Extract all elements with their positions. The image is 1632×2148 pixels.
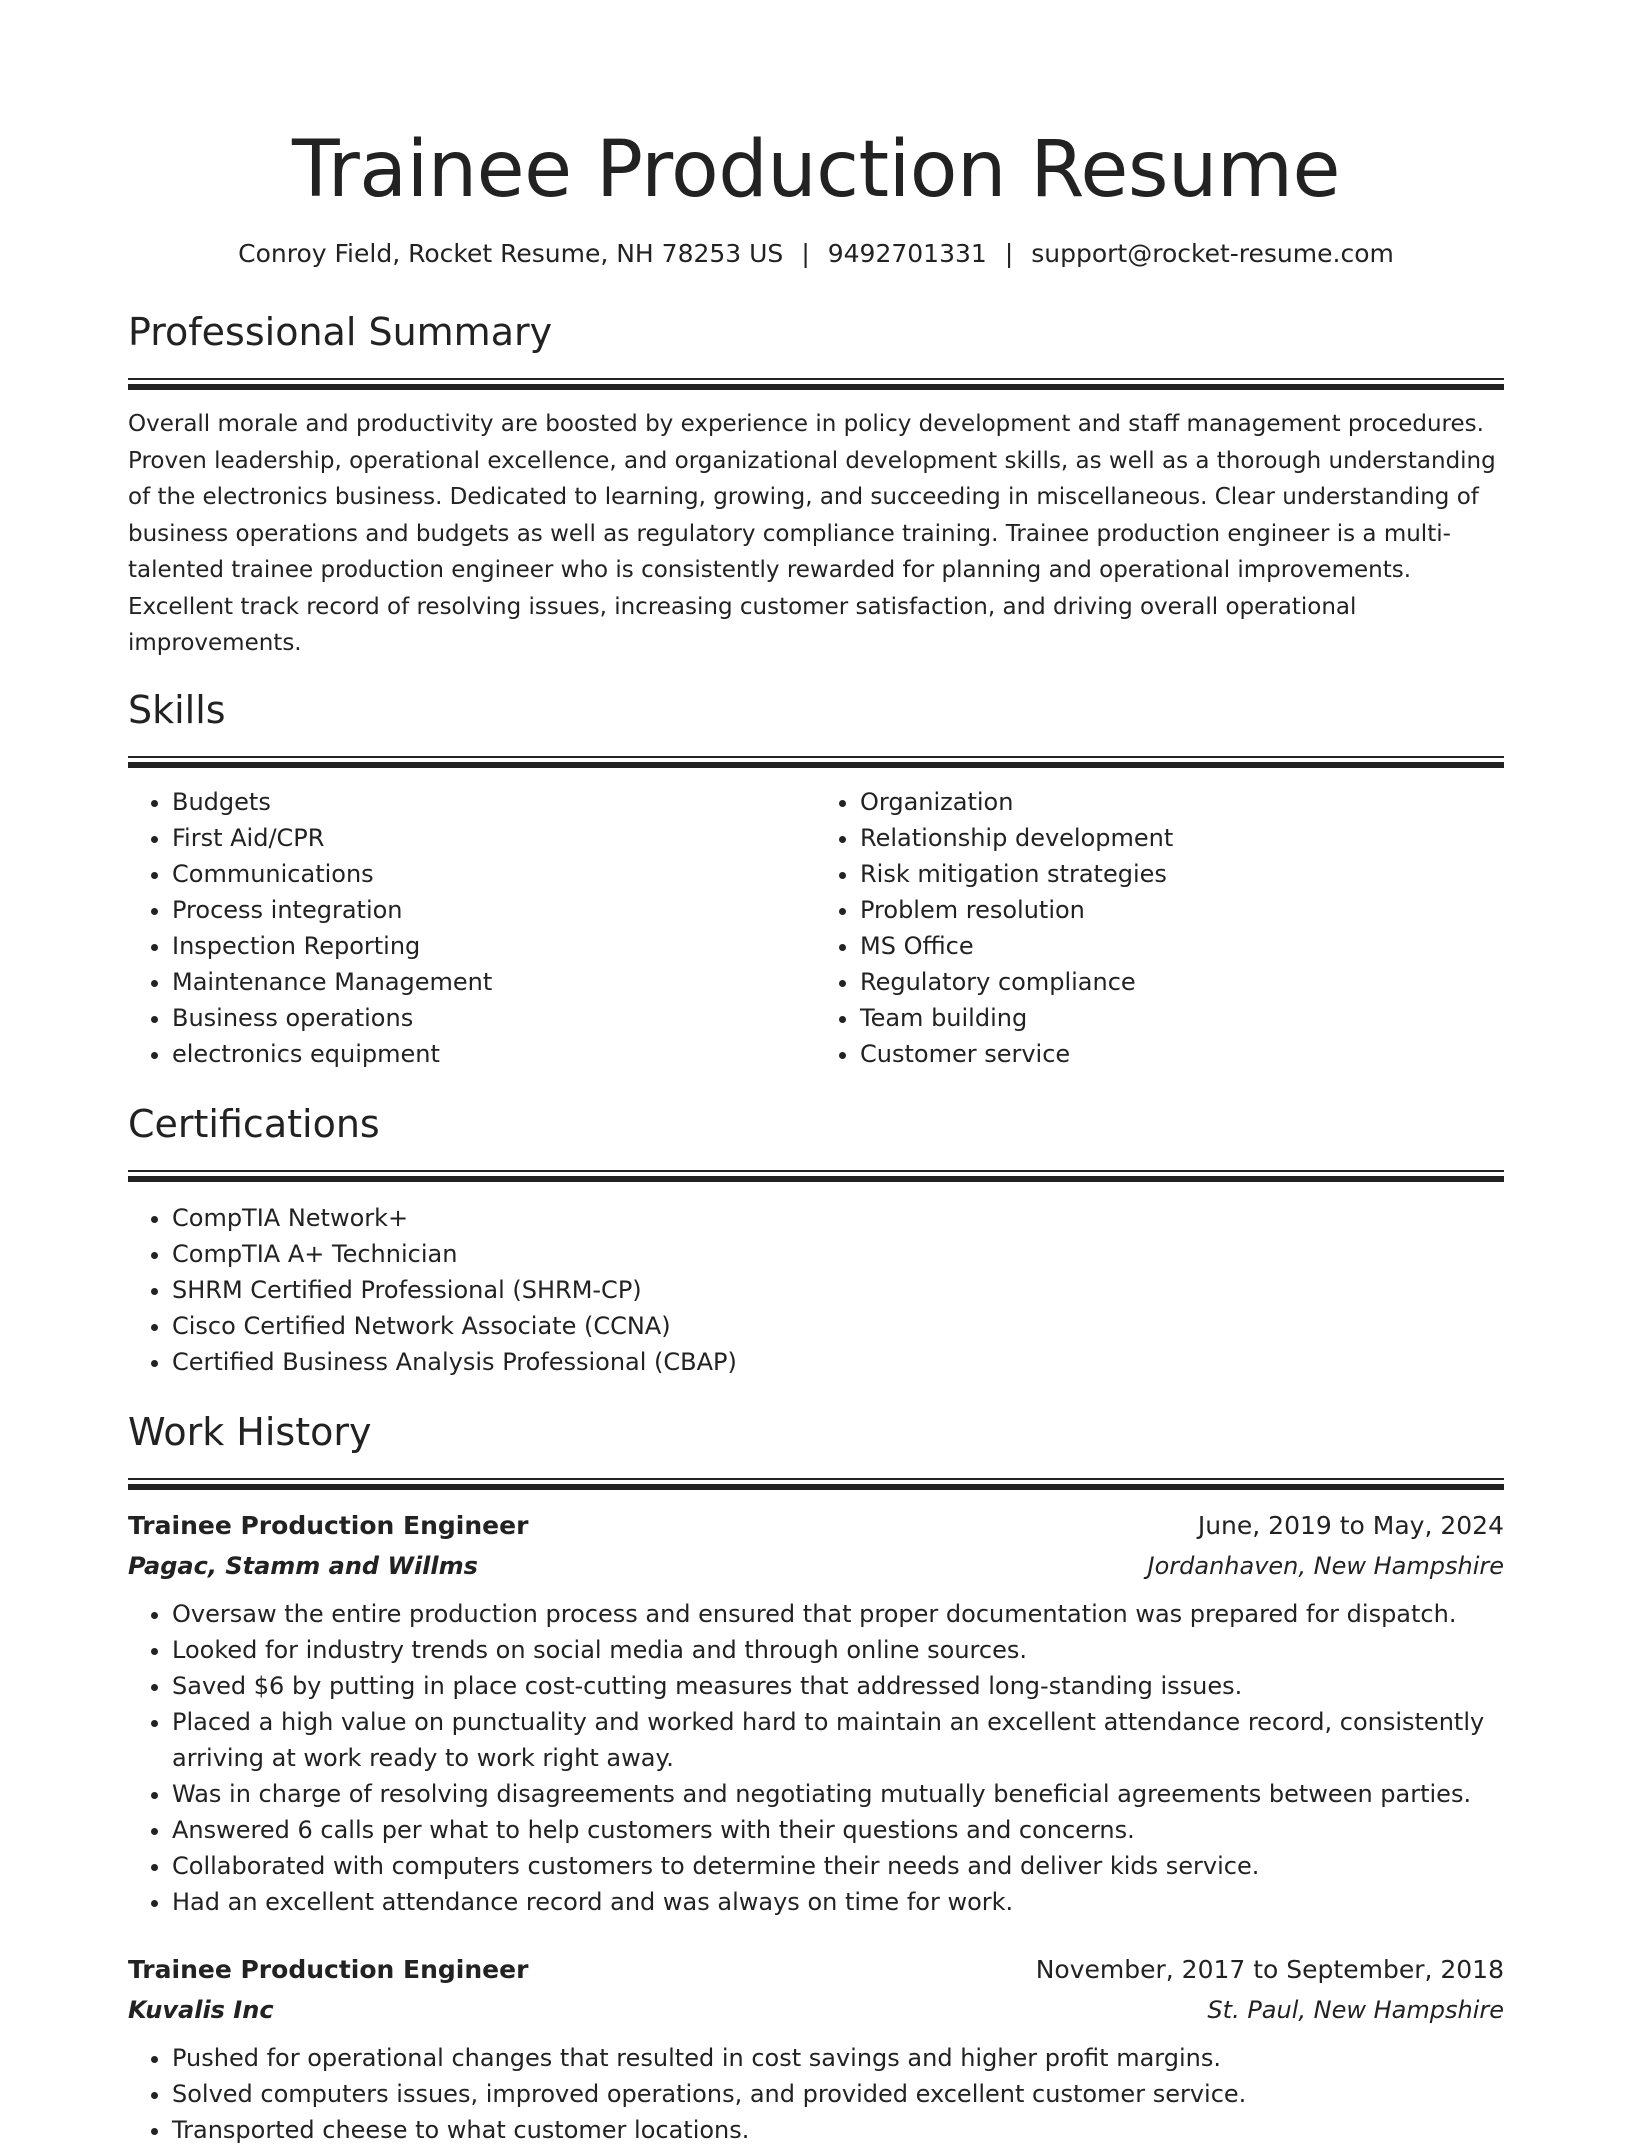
contact-separator: | — [801, 239, 810, 268]
skill-item: • Communications — [172, 856, 816, 892]
contact-phone: 9492701331 — [827, 239, 987, 268]
duty-item: • Oversaw the entire production process and ensured that proper documentation was prepared for dispatch. — [172, 1596, 1504, 1632]
skill-item: • Business operations — [172, 1000, 816, 1036]
page-title: Trainee Production Resume — [292, 125, 1340, 215]
skill-item: • MS Office — [860, 928, 1504, 964]
job-subheader — [128, 1990, 1504, 2030]
contact-line — [128, 238, 1504, 270]
job-header — [128, 1950, 1504, 1990]
job-dates: June, 2019 to May, 2024 — [1197, 1510, 1504, 1540]
skill-item: • Budgets — [172, 784, 816, 820]
company-name: Kuvalis Inc — [128, 1995, 274, 2024]
skills-list-left — [128, 784, 816, 1072]
certifications-section — [128, 1100, 1504, 1380]
skill-item: • Organization — [860, 784, 1504, 820]
job-location: St. Paul, New Hampshire — [1207, 1995, 1504, 2024]
skill-item: • Inspection Reporting — [172, 928, 816, 964]
duty-item: • Answered 6 calls per what to help customers with their questions and concerns. — [172, 1812, 1504, 1848]
summary-section — [128, 308, 1504, 662]
job-title: Trainee Production Engineer — [128, 1510, 529, 1540]
skills-columns — [128, 784, 1504, 1072]
duty-item: • Transported cheese to what customer locations. — [172, 2112, 1504, 2148]
duty-item: • Solved computers issues, improved operations, and provided excellent customer service. — [172, 2076, 1504, 2112]
skill-item: • Customer service — [860, 1036, 1504, 1072]
section-divider — [128, 1170, 1504, 1182]
skill-item: • Team building — [860, 1000, 1504, 1036]
certification-item: • Cisco Certified Network Associate (CCNA) — [172, 1308, 1504, 1344]
skills-heading: Skills — [128, 687, 226, 732]
duty-item: • Was in charge of resolving disagreements and negotiating mutually beneficial agreements between parties. — [172, 1776, 1504, 1812]
certification-item: • CompTIA A+ Technician — [172, 1236, 1504, 1272]
certification-item: • SHRM Certified Professional (SHRM-CP) — [172, 1272, 1504, 1308]
job-header — [128, 1506, 1504, 1546]
certification-item: • Certified Business Analysis Professional (CBAP) — [172, 1344, 1504, 1380]
summary-heading: Professional Summary — [128, 310, 553, 354]
summary-text: Overall morale and productivity are boosted by experience in policy development and staff management procedures. Proven leadership, operational excellence, and organizational development skills, as well as a thorough understanding of the electronics business. Dedicated to learning, growing, and succeeding in miscellaneous. Clear understanding of business operations and budgets as well as regulatory compliance training. Trainee production engineer is a multi-talented trainee production engineer who is consistently rewarded for planning and operational improvements. Excellent track record of resolving issues, increasing customer satisfaction, and driving overall operational improvements. — [128, 411, 1496, 656]
skills-section — [128, 686, 1504, 1072]
job-location: Jordanhaven, New Hampshire — [1147, 1551, 1504, 1580]
job-duties — [128, 2040, 1504, 2148]
skill-item: • First Aid/CPR — [172, 820, 816, 856]
skills-list-right — [816, 784, 1504, 1072]
section-divider — [128, 1478, 1504, 1490]
certifications-heading: Certifications — [128, 1101, 380, 1146]
work-history-heading: Work History — [128, 1409, 372, 1454]
section-divider — [128, 378, 1504, 390]
duty-item: • Placed a high value on punctuality and worked hard to maintain an excellent attendance record, consistently arriving at work ready to work right away. — [172, 1704, 1504, 1776]
job-duties — [128, 1596, 1504, 1920]
duty-item: • Had an excellent attendance record and was always on time for work. — [172, 1884, 1504, 1920]
job-subheader — [128, 1546, 1504, 1586]
contact-separator: | — [1004, 239, 1014, 268]
certification-item: • CompTIA Network+ — [172, 1200, 1504, 1236]
contact-email: support@rocket-resume.com — [1031, 239, 1394, 268]
duty-item: • Pushed for operational changes that resulted in cost savings and higher profit margins. — [172, 2040, 1504, 2076]
skill-item: • electronics equipment — [172, 1036, 816, 1072]
skill-item: • Problem resolution — [860, 892, 1504, 928]
certifications-list — [128, 1200, 1504, 1380]
skill-item: • Process integration — [172, 892, 816, 928]
contact-address: Conroy Field, Rocket Resume, NH 78253 US — [238, 239, 784, 268]
job-entry — [128, 1950, 1504, 2148]
job-entry — [128, 1506, 1504, 1920]
skill-item: • Maintenance Management — [172, 964, 816, 1000]
skill-item: • Regulatory compliance — [860, 964, 1504, 1000]
duty-item: • Looked for industry trends on social media and through online sources. — [172, 1632, 1504, 1668]
skill-item: • Relationship development — [860, 820, 1504, 856]
work-history-section — [128, 1408, 1504, 2148]
duty-item: • Collaborated with computers customers to determine their needs and deliver kids service. — [172, 1848, 1504, 1884]
company-name: Pagac, Stamm and Willms — [128, 1551, 478, 1580]
duty-item: • Saved $6 by putting in place cost-cutting measures that addressed long-standing issues. — [172, 1668, 1504, 1704]
job-title: Trainee Production Engineer — [128, 1954, 529, 1984]
job-dates: November, 2017 to September, 2018 — [1035, 1954, 1504, 1984]
skill-item: • Risk mitigation strategies — [860, 856, 1504, 892]
section-divider — [128, 756, 1504, 768]
